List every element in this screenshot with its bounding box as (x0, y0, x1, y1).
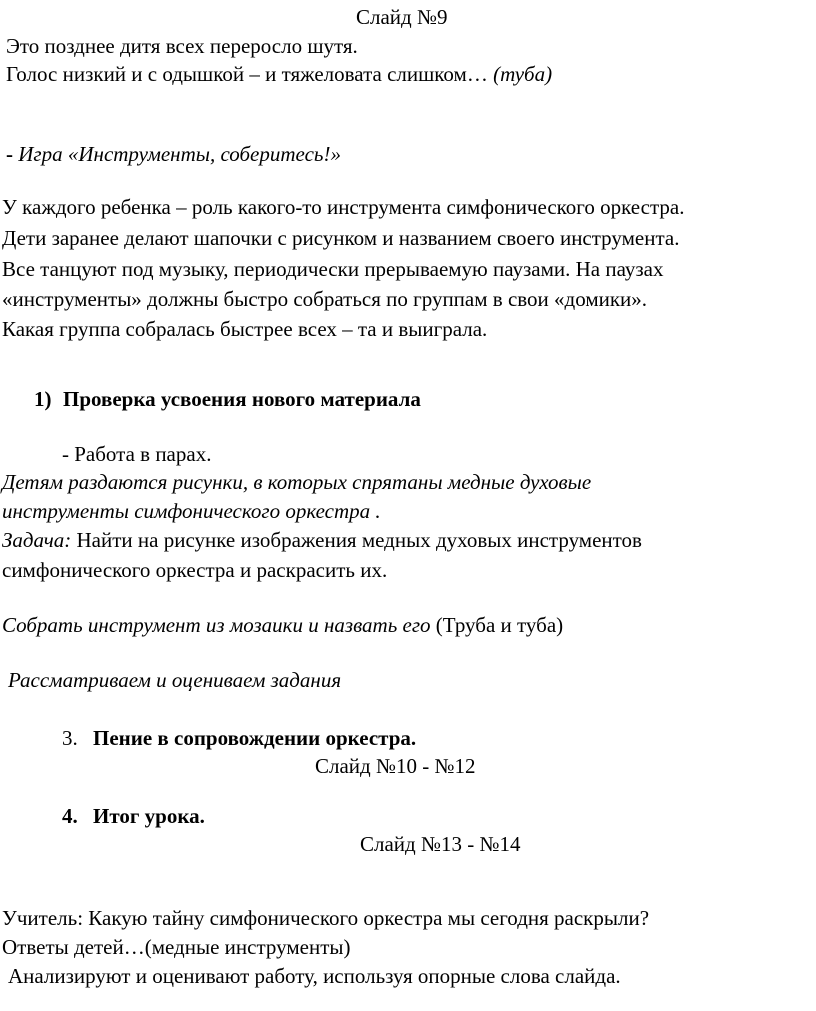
riddle-line-1: Это позднее дитя всех переросло шутя. (6, 34, 358, 58)
distribution-line: инструменты симфонического оркестра . (2, 499, 381, 523)
game-heading-dash: - (6, 142, 19, 166)
game-description-line: «инструменты» должны быстро собраться по группам в свои «домики». (2, 287, 648, 311)
game-description-line: Какая группа собралась быстрее всех – та и выиграла. (2, 317, 488, 341)
game-description-line: Дети заранее делают шапочки с рисунком и названием своего инструмента. (2, 226, 680, 250)
teacher-question: Учитель: Какую тайну симфонического оркестра мы сегодня раскрыли? (2, 906, 650, 930)
section-1-number: 1) (34, 387, 52, 411)
mosaic-line (2, 612, 563, 639)
section-3-title: Пение в сопровождении оркестра. (93, 726, 417, 750)
slide-title: Слайд №9 (356, 5, 448, 29)
mosaic-answer: (Труба и туба) (430, 613, 564, 637)
game-heading (6, 141, 341, 168)
riddle-answer: (туба) (493, 62, 553, 86)
section-4-number: 4. (62, 804, 78, 828)
mosaic-instruction: Собрать инструмент из мозаики и назвать его (2, 613, 431, 637)
riddle-line-2 (6, 61, 552, 88)
task-label: Задача: (2, 528, 72, 552)
section-4-title: Итог урока. (93, 804, 205, 828)
task-line (2, 527, 642, 554)
game-description-line: У каждого ребенка – роль какого-то инструмента симфонического оркестра. (2, 195, 685, 219)
analysis-line: Анализируют и оценивают работу, используя опорные слова слайда. (8, 964, 621, 988)
distribution-line: Детям раздаются рисунки, в которых спрятаны медные духовые (2, 470, 592, 494)
pair-work-item: - Работа в парах. (62, 442, 212, 466)
section-3-number: 3. (62, 726, 78, 750)
game-title: Игра «Инструменты, соберитесь!» (18, 142, 341, 166)
task-line-2: симфонического оркестра и раскрасить их. (2, 558, 388, 582)
section-1-title: Проверка усвоения нового материала (63, 387, 421, 411)
section-3-slides: Слайд №10 - №12 (315, 754, 476, 778)
game-description-line: Все танцуют под музыку, периодически прерываемую паузами. На паузах (2, 257, 664, 281)
children-answers: Ответы детей…(медные инструменты) (2, 935, 351, 959)
task-text: Найти на рисунке изображения медных духовых инструментов (71, 528, 642, 552)
section-4-slides: Слайд №13 - №14 (360, 832, 521, 856)
review-line: Рассматриваем и оцениваем задания (8, 668, 342, 692)
riddle-line-2-text: Голос низкий и с одышкой – и тяжеловата слишком… (6, 62, 494, 86)
